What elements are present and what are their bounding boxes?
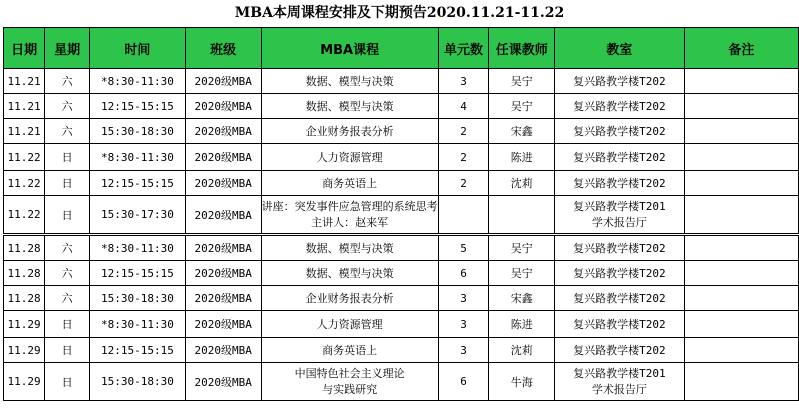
- cell-course-line1: 讲座：突发事件应急管理的系统思考: [261, 199, 438, 213]
- cell-course-line2: 主讲人：赵来军: [311, 215, 389, 229]
- cell-date: 11.28: [4, 261, 45, 286]
- cell-note: [684, 69, 798, 94]
- table-row: [4, 235, 799, 261]
- cell-units: 3: [438, 338, 489, 363]
- cell-note: [684, 119, 798, 144]
- header-teacher: 任课教师: [489, 28, 555, 69]
- cell-time: *8:30-11:30: [90, 69, 186, 94]
- cell-room-line1: 复兴路教学楼T201: [573, 199, 666, 213]
- table-row: [4, 171, 799, 196]
- cell-class: 2020级MBA: [185, 196, 261, 235]
- cell-units: 2: [438, 119, 489, 144]
- header-row: [4, 28, 799, 69]
- cell-room: [554, 363, 684, 401]
- cell-class: 2020级MBA: [185, 311, 261, 338]
- cell-class: 2020级MBA: [185, 363, 261, 401]
- cell-note: [684, 286, 798, 311]
- cell-date: 11.29: [4, 311, 45, 338]
- cell-note: [684, 261, 798, 286]
- cell-time: *8:30-11:30: [90, 235, 186, 261]
- cell-course: 人力资源管理: [261, 144, 438, 171]
- cell-course-line2: 与实践研究: [322, 382, 378, 396]
- cell-teacher: 沈莉: [489, 338, 555, 363]
- cell-course: 数据、模型与决策: [261, 94, 438, 119]
- cell-course: 数据、模型与决策: [261, 69, 438, 94]
- header-class: 班级: [185, 28, 261, 69]
- cell-room: 复兴路教学楼T202: [554, 286, 684, 311]
- cell-room: 复兴路教学楼T202: [554, 338, 684, 363]
- cell-teacher: 沈莉: [489, 171, 555, 196]
- cell-note: [684, 171, 798, 196]
- cell-weekday: 日: [45, 311, 90, 338]
- header-note: 备注: [684, 28, 798, 69]
- cell-room-line1: 复兴路教学楼T201: [573, 366, 666, 380]
- cell-date: 11.22: [4, 196, 45, 235]
- cell-note: [684, 196, 798, 235]
- header-time: 时间: [90, 28, 186, 69]
- cell-note: [684, 235, 798, 261]
- cell-units: 3: [438, 286, 489, 311]
- cell-note: [684, 144, 798, 171]
- cell-weekday: 六: [45, 94, 90, 119]
- cell-teacher: 吴宁: [489, 69, 555, 94]
- cell-date: 11.21: [4, 94, 45, 119]
- table-row: [4, 311, 799, 338]
- cell-teacher: 宋鑫: [489, 119, 555, 144]
- cell-note: [684, 94, 798, 119]
- cell-teacher: 吴宁: [489, 261, 555, 286]
- cell-class: 2020级MBA: [185, 235, 261, 261]
- cell-weekday: 日: [45, 196, 90, 235]
- cell-room-line2: 学术报告厅: [591, 215, 647, 229]
- table-row: [4, 363, 799, 401]
- cell-weekday: 六: [45, 286, 90, 311]
- cell-date: 11.22: [4, 171, 45, 196]
- cell-room: 复兴路教学楼T202: [554, 94, 684, 119]
- cell-class: 2020级MBA: [185, 144, 261, 171]
- cell-room: 复兴路教学楼T202: [554, 311, 684, 338]
- table-row: [4, 69, 799, 94]
- cell-units: 2: [438, 144, 489, 171]
- cell-weekday: 六: [45, 261, 90, 286]
- table-row: [4, 338, 799, 363]
- cell-course: 数据、模型与决策: [261, 261, 438, 286]
- cell-time: 12:15-15:15: [90, 94, 186, 119]
- cell-room: 复兴路教学楼T202: [554, 119, 684, 144]
- schedule-body: [4, 69, 799, 401]
- cell-weekday: 日: [45, 144, 90, 171]
- header-date: 日期: [4, 28, 45, 69]
- cell-class: 2020级MBA: [185, 69, 261, 94]
- cell-units: 4: [438, 94, 489, 119]
- cell-note: [684, 311, 798, 338]
- cell-weekday: 日: [45, 171, 90, 196]
- cell-time: 15:30-18:30: [90, 119, 186, 144]
- cell-course-line1: 中国特色社会主义理论: [294, 366, 405, 380]
- cell-weekday: 六: [45, 69, 90, 94]
- cell-time: 12:15-15:15: [90, 261, 186, 286]
- cell-time: 12:15-15:15: [90, 171, 186, 196]
- cell-class: 2020级MBA: [185, 286, 261, 311]
- cell-room: 复兴路教学楼T202: [554, 171, 684, 196]
- cell-weekday: 日: [45, 363, 90, 401]
- cell-class: 2020级MBA: [185, 261, 261, 286]
- table-row: [4, 144, 799, 171]
- cell-date: 11.29: [4, 338, 45, 363]
- cell-weekday: 六: [45, 235, 90, 261]
- cell-course: 商务英语上: [261, 171, 438, 196]
- cell-teacher: 吴宁: [489, 235, 555, 261]
- table-row: [4, 286, 799, 311]
- table-row: [4, 119, 799, 144]
- cell-date: 11.28: [4, 235, 45, 261]
- cell-weekday: 日: [45, 338, 90, 363]
- cell-course: 人力资源管理: [261, 311, 438, 338]
- cell-date: 11.22: [4, 144, 45, 171]
- cell-room: 复兴路教学楼T202: [554, 261, 684, 286]
- cell-time: *8:30-11:30: [90, 144, 186, 171]
- cell-teacher: [489, 196, 555, 235]
- header-course: MBA课程: [261, 28, 438, 69]
- cell-time: 15:30-17:30: [90, 196, 186, 235]
- cell-course: 数据、模型与决策: [261, 235, 438, 261]
- cell-time: 15:30-18:30: [90, 363, 186, 401]
- cell-teacher: 陈进: [489, 311, 555, 338]
- cell-time: 12:15-15:15: [90, 338, 186, 363]
- cell-units: 5: [438, 235, 489, 261]
- cell-time: *8:30-11:30: [90, 311, 186, 338]
- table-row: [4, 261, 799, 286]
- cell-room: 复兴路教学楼T202: [554, 69, 684, 94]
- cell-course: [261, 363, 438, 401]
- cell-room: [554, 196, 684, 235]
- cell-class: 2020级MBA: [185, 338, 261, 363]
- cell-course: 企业财务报表分析: [261, 119, 438, 144]
- cell-course: [261, 196, 438, 235]
- cell-units: 3: [438, 69, 489, 94]
- cell-note: [684, 338, 798, 363]
- header-units: 单元数: [438, 28, 489, 69]
- cell-class: 2020级MBA: [185, 171, 261, 196]
- header-room: 教室: [554, 28, 684, 69]
- cell-units: 3: [438, 311, 489, 338]
- cell-room: 复兴路教学楼T202: [554, 144, 684, 171]
- cell-course: 企业财务报表分析: [261, 286, 438, 311]
- header-weekday: 星期: [45, 28, 90, 69]
- cell-units: 2: [438, 171, 489, 196]
- cell-teacher: 宋鑫: [489, 286, 555, 311]
- cell-class: 2020级MBA: [185, 94, 261, 119]
- cell-room: 复兴路教学楼T202: [554, 235, 684, 261]
- cell-date: 11.21: [4, 119, 45, 144]
- cell-note: [684, 363, 798, 401]
- cell-teacher: 吴宁: [489, 94, 555, 119]
- cell-units: 6: [438, 261, 489, 286]
- cell-course: 商务英语上: [261, 338, 438, 363]
- cell-date: 11.29: [4, 363, 45, 401]
- cell-teacher: 陈进: [489, 144, 555, 171]
- table-row: [4, 196, 799, 235]
- cell-date: 11.21: [4, 69, 45, 94]
- cell-units: [438, 196, 489, 235]
- cell-class: 2020级MBA: [185, 119, 261, 144]
- page-title: MBA本周课程安排及下期预告2020.11.21-11.22: [234, 5, 565, 21]
- table-row: [4, 94, 799, 119]
- cell-teacher: 牛海: [489, 363, 555, 401]
- cell-date: 11.28: [4, 286, 45, 311]
- schedule-table: [3, 27, 799, 401]
- cell-time: 15:30-18:30: [90, 286, 186, 311]
- cell-units: 6: [438, 363, 489, 401]
- cell-weekday: 六: [45, 119, 90, 144]
- cell-room-line2: 学术报告厅: [591, 382, 647, 396]
